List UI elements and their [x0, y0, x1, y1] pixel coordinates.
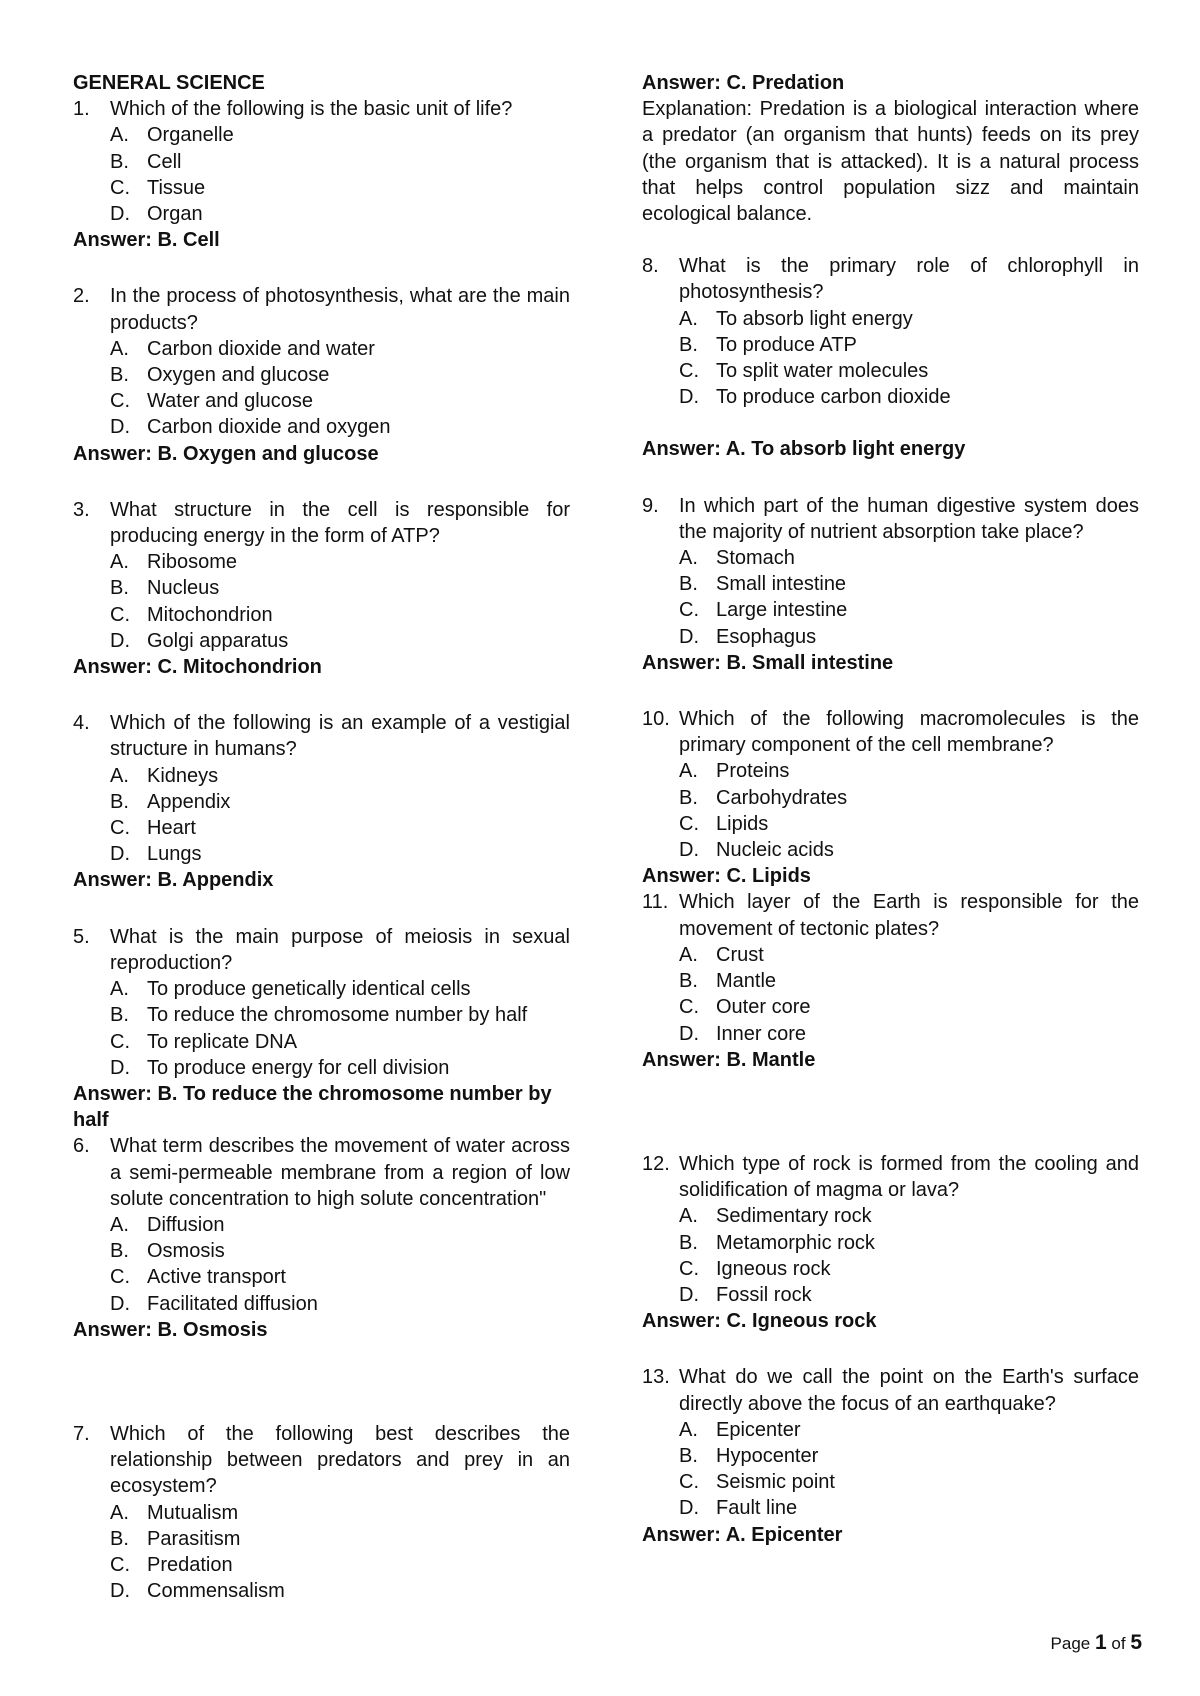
option-a: A. Crust	[679, 943, 764, 966]
question-number: 10.	[642, 708, 670, 731]
question-text: Which of the following best describes the relationship between predators and prey in an ecosystem?	[110, 1422, 570, 1498]
right-column	[642, 70, 1139, 1548]
option-b: B. Oxygen and glucose	[110, 364, 330, 387]
question-6	[73, 1133, 570, 1343]
option-c: C. Active transport	[110, 1266, 286, 1289]
question-text: What is the primary role of chlorophyll in photosynthesis?	[679, 255, 1139, 304]
option-c: C. Tissue	[110, 176, 206, 199]
option-d: D. Commensalism	[110, 1580, 285, 1603]
question-text: Which layer of the Earth is responsible for the movement of tectonic plates?	[679, 891, 1139, 940]
option-a: A. To absorb light energy	[679, 307, 913, 330]
option-a: A. Mutualism	[110, 1501, 239, 1524]
option-d: D. To produce carbon dioxide	[679, 386, 951, 409]
question-text: What structure in the cell is responsible for producing energy in the form of ATP?	[110, 498, 570, 548]
option-c: C. Heart	[110, 817, 196, 840]
question-10	[642, 706, 1139, 889]
question-2	[73, 283, 570, 466]
option-b: B. Appendix	[110, 790, 231, 813]
answer: Answer: B. Mantle	[642, 1048, 816, 1071]
option-d: D. Golgi apparatus	[110, 629, 289, 652]
option-a: A. Sedimentary rock	[679, 1205, 872, 1228]
option-b: B. Small intestine	[679, 573, 847, 596]
option-c: C. Predation	[110, 1553, 233, 1576]
answer: Answer: C. Lipids	[642, 865, 811, 888]
question-9	[642, 493, 1139, 676]
question-text: What is the main purpose of meiosis in sexual reproduction?	[110, 925, 570, 974]
option-c: C. Large intestine	[679, 599, 848, 622]
option-d: D. Lungs	[110, 843, 202, 866]
answer: Answer: B. Appendix	[73, 869, 274, 892]
option-d: D. To produce energy for cell division	[110, 1056, 450, 1079]
question-5	[73, 924, 570, 1134]
question-text: What term describes the movement of water across a semi-permeable membrane from a region of low solute concentration to high solute concentration"	[110, 1135, 570, 1210]
left-column	[73, 70, 570, 1604]
option-d: D. Facilitated diffusion	[110, 1292, 318, 1315]
answer: Answer: A. To absorb light energy	[642, 438, 966, 461]
question-12	[642, 1151, 1139, 1334]
answer-q7: Answer: C. Predation	[642, 72, 845, 94]
answer: Answer: B. Osmosis	[73, 1318, 268, 1341]
answer: Answer: B. Small intestine	[642, 651, 894, 674]
option-a: A. To produce genetically identical cells	[110, 978, 471, 1001]
option-c: C. Igneous rock	[679, 1257, 831, 1280]
option-b: B. Nucleus	[110, 577, 220, 600]
option-a: A. Diffusion	[110, 1213, 225, 1236]
document-title: GENERAL SCIENCE	[73, 72, 265, 94]
option-b: B. To produce ATP	[679, 333, 857, 356]
question-number: 11.	[642, 891, 669, 914]
page-footer	[1051, 1630, 1142, 1657]
option-b: B. Hypocenter	[679, 1444, 819, 1467]
of-label: of	[1111, 1634, 1126, 1653]
question-13	[642, 1364, 1139, 1547]
option-a: A. Epicenter	[679, 1418, 801, 1441]
option-b: B. Parasitism	[110, 1527, 241, 1550]
question-number: 9.	[642, 494, 659, 517]
option-d: D. Inner core	[679, 1022, 807, 1045]
page-label: Page	[1050, 1634, 1091, 1653]
option-a: A. Proteins	[679, 760, 790, 783]
answer: Answer: B. Cell	[73, 229, 220, 252]
option-c: C. To replicate DNA	[110, 1030, 298, 1053]
question-text: What do we call the point on the Earth's surface directly above the focus of an earthquake?	[679, 1366, 1139, 1415]
option-b: B. Carbohydrates	[679, 786, 848, 809]
question-number: 3.	[73, 498, 90, 521]
question-number: 2.	[73, 285, 90, 308]
explanation-q7: Explanation: Predation is a biological interaction where a predator (an organism that hunts) feeds on its prey (the organism that is attacked). It is a natural process that helps control population sizz and maintain ecological balance.	[642, 98, 1139, 226]
option-a: A. Stomach	[679, 547, 795, 570]
option-a: A. Carbon dioxide and water	[110, 337, 375, 360]
question-text: Which type of rock is formed from the cooling and solidification of magma or lava?	[679, 1152, 1139, 1202]
option-c: C. Outer core	[679, 996, 811, 1019]
option-d: D. Fossil rock	[679, 1283, 812, 1306]
option-c: C. To split water molecules	[679, 360, 929, 383]
answer: Answer: B. To reduce the chromosome number by half	[73, 1082, 552, 1132]
option-d: D. Carbon dioxide and oxygen	[110, 416, 391, 439]
question-number: 4.	[73, 712, 90, 735]
question-1	[73, 96, 570, 253]
option-b: B. Metamorphic rock	[679, 1231, 875, 1254]
page-total: 5	[1130, 1631, 1142, 1654]
option-d: D. Fault line	[679, 1497, 798, 1520]
question-number: 8.	[642, 255, 659, 278]
question-number: 7.	[73, 1422, 90, 1445]
option-d: D. Organ	[110, 203, 203, 226]
option-a: A. Organelle	[110, 124, 234, 147]
question-11	[642, 889, 1139, 1072]
option-a: A. Ribosome	[110, 551, 238, 574]
question-3	[73, 497, 570, 680]
page-current: 1	[1094, 1631, 1107, 1654]
option-b: B. To reduce the chromosome number by half	[110, 1004, 528, 1027]
answer: Answer: A. Epicenter	[642, 1523, 843, 1546]
question-text: Which of the following is an example of a vestigial structure in humans?	[110, 712, 570, 761]
option-c: C. Seismic point	[679, 1471, 835, 1494]
option-c: C. Mitochondrion	[110, 603, 273, 626]
option-b: B. Cell	[110, 150, 182, 173]
question-4	[73, 710, 570, 893]
answer: Answer: C. Mitochondrion	[73, 656, 322, 679]
question-number: 13.	[642, 1366, 670, 1389]
option-b: B. Osmosis	[110, 1240, 225, 1263]
option-c: C. Water and glucose	[110, 390, 314, 413]
question-number: 12.	[642, 1152, 670, 1175]
question-text: Which of the following is the basic unit of life?	[110, 98, 513, 121]
question-7	[73, 1421, 570, 1604]
answer: Answer: B. Oxygen and glucose	[73, 442, 379, 465]
option-d: D. Nucleic acids	[679, 839, 834, 862]
question-text: In the process of photosynthesis, what are the main products?	[110, 285, 570, 334]
question-8	[642, 253, 1139, 462]
option-d: D. Esophagus	[679, 625, 817, 648]
option-a: A. Kidneys	[110, 764, 219, 787]
answer: Answer: C. Igneous rock	[642, 1310, 877, 1333]
question-text: Which of the following macromolecules is the primary component of the cell membrane?	[679, 708, 1139, 757]
question-number: 5.	[73, 925, 90, 948]
question-text: In which part of the human digestive system does the majority of nutrient absorption take place?	[679, 494, 1139, 543]
option-b: B. Mantle	[679, 970, 777, 993]
question-number: 1.	[73, 98, 90, 121]
option-c: C. Lipids	[679, 812, 769, 835]
question-number: 6.	[73, 1135, 90, 1158]
